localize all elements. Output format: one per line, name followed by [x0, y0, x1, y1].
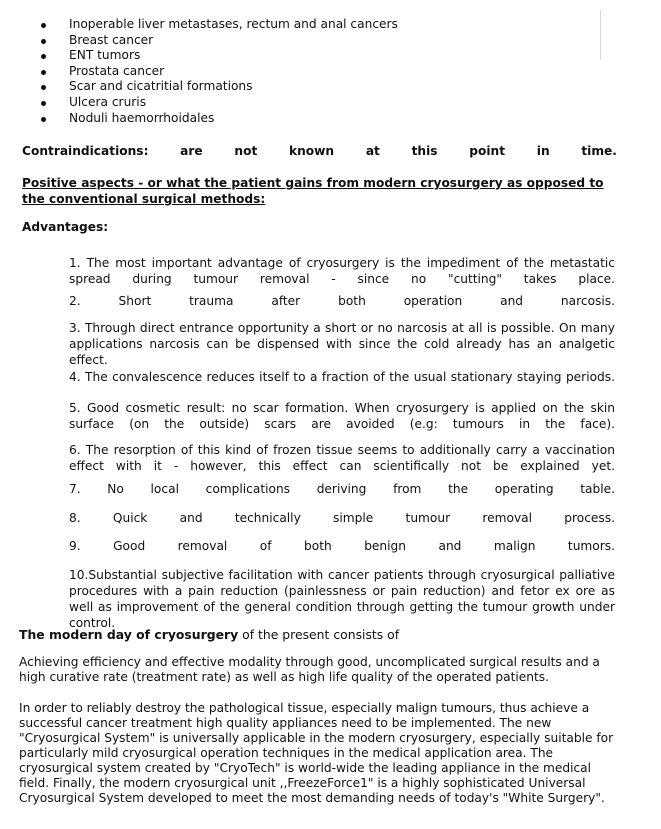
contraindications-line: Contraindications: are not known at this point in time. [22, 144, 617, 158]
list-item: Scar and cicatritial formations [36, 79, 398, 95]
advantage-item: 6. The resorption of this kind of frozen tissue seems to additionally carry a vaccination effect with it - however, this effect can scientifically not be explained yet. [69, 443, 615, 473]
advantage-item: 8. Quick and technically simple tumour removal process. [69, 511, 615, 525]
paragraph: In order to reliably destroy the pathological tissue, especially malign tumours, thus achieve a successful cancer treatment high quality appliances need to be implemented. The new "Cryosurgical System" is universally applicable in the modern cryosurgery, especially suitable for particularly mild cryosurgical operation techniques in the medical application area. The cryosurgical system created by "CryoTech" is world-wide the leading appliance in the medical field. Finally, the modern cryosurgical unit ,,FreezeForce1" is a highly sophisticated Universal Cryosurgical System developed to meet the most demanding needs of today's "White Surgery". [19, 701, 614, 805]
bullet-icon [41, 39, 46, 44]
bullet-icon [41, 85, 46, 90]
bullet-icon [41, 23, 46, 28]
modern-day-heading: The modern day of cryosurgery of the present consists of [19, 627, 400, 642]
bullet-icon [41, 117, 46, 122]
scan-artifact [600, 10, 601, 60]
advantage-item: 1. The most important advantage of cryosurgery is the impediment of the metastatic spread during tumour removal - since no "cutting" takes place. [69, 256, 615, 286]
advantage-item: 7. No local complications deriving from the operating table. [69, 482, 615, 496]
advantage-item: 3. Through direct entrance opportunity a short or no narcosis at all is possible. On many applications narcosis can be dispensed with since the cold already has an analgetic effect. [69, 321, 615, 367]
list-item: Prostata cancer [36, 64, 398, 80]
positive-aspects-heading: Positive aspects - or what the patient gains from modern cryosurgery as opposed to the conventional surgical methods: [22, 176, 604, 206]
advantage-item: 5. Good cosmetic result: no scar formation. When cryosurgery is applied on the skin surface (on the outside) scars are avoided (e.g: tumours in the face). [69, 401, 615, 431]
indications-list [36, 17, 398, 126]
list-item: Ulcera cruris [36, 95, 398, 111]
list-item: ENT tumors [36, 48, 398, 64]
advantages-title: Advantages: [22, 220, 109, 234]
advantage-item: 2. Short trauma after both operation and narcosis. [69, 294, 615, 308]
bullet-icon [41, 101, 46, 106]
list-item: Breast cancer [36, 33, 398, 49]
paragraph: Achieving efficiency and effective modality through good, uncomplicated surgical results and a high curative rate (treatment rate) as well as high life quality of the operated patients. [19, 655, 600, 684]
bullet-icon [41, 54, 46, 59]
list-item: Inoperable liver metastases, rectum and anal cancers [36, 17, 398, 33]
bullet-icon [41, 70, 46, 75]
advantage-item: 4. The convalescence reduces itself to a fraction of the usual stationary staying periods. [69, 370, 615, 384]
advantage-item: 9. Good removal of both benign and malign tumors. [69, 539, 615, 553]
advantage-item: 10.Substantial subjective facilitation with cancer patients through cryosurgical palliative procedures with a pain reduction (painlessness or pain reduction) and fetor ex ore as well as improvement of the general condition through getting the tumour growth under control. [69, 568, 615, 630]
list-item: Noduli haemorrhoidales [36, 111, 398, 127]
